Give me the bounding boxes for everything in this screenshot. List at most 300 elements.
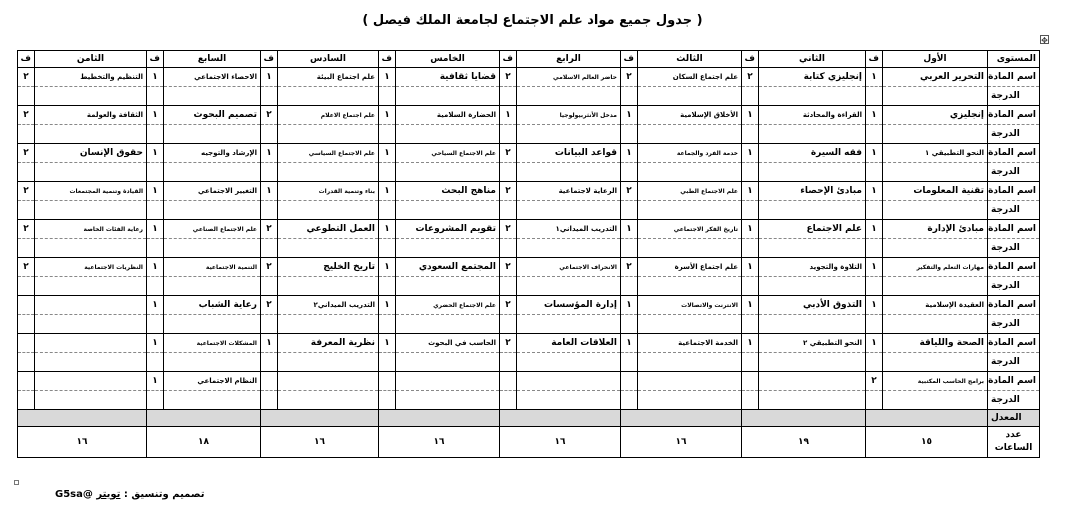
grade-cell [500,125,517,144]
grade-cell [35,315,147,334]
semester-cell: ١ [866,258,883,277]
grade-cell [278,277,379,296]
course-name-cell: العمل التطوعي [278,220,379,239]
row-label-grade: الدرجة [988,391,1040,410]
course-name-cell: حاضر العالم الاسلامي [517,68,621,87]
course-name-cell: حقوق الإنسان [35,144,147,163]
semester-cell: ١ [379,296,396,315]
semester-cell: ١ [147,144,164,163]
grade-cell [379,277,396,296]
grade-cell [883,315,988,334]
semester-cell: ١ [621,144,638,163]
level-column-header: الثالث [638,51,742,68]
grade-cell [261,277,278,296]
semester-cell: ٢ [866,372,883,391]
grade-cell [621,163,638,182]
grade-cell [621,239,638,258]
semester-cell: ١ [147,182,164,201]
semester-cell: ٢ [261,220,278,239]
grade-cell [759,315,866,334]
semester-cell: ١ [866,68,883,87]
course-name-cell [35,334,147,353]
semester-cell [18,334,35,353]
grade-cell [759,239,866,258]
row-label-grade: الدرجة [988,87,1040,106]
grade-row [18,87,1040,106]
semester-cell: ١ [147,258,164,277]
gpa-cell [18,410,147,427]
level-column-header: السابع [164,51,261,68]
grade-cell [883,87,988,106]
course-name-cell: علم الاجتماع الطبي [638,182,742,201]
course-name-cell: المجتمع السعودي [396,258,500,277]
grade-cell [261,125,278,144]
course-name-cell: النظام الاجتماعي [164,372,261,391]
course-name-cell: النحو التطبيقي ١ [883,144,988,163]
grade-cell [866,277,883,296]
grade-cell [18,239,35,258]
grade-cell [261,391,278,410]
hours-total-cell: ١٦ [18,427,147,458]
semester-cell [379,372,396,391]
course-name-cell: علم الاجتماع الحضري [396,296,500,315]
grade-cell [621,201,638,220]
course-name-cell: الإرشاد والتوجيه [164,144,261,163]
semester-cell: ١ [742,144,759,163]
grade-cell [379,125,396,144]
grade-cell [638,239,742,258]
course-name-cell: العقيدة الإسلامية [883,296,988,315]
semester-cell: ٢ [18,258,35,277]
grade-cell [261,201,278,220]
course-name-cell: علم الاجتماع الصناعي [164,220,261,239]
course-name-cell: التدريب الميداني٢ [278,296,379,315]
course-name-cell: إدارة المؤسسات [517,296,621,315]
semester-cell: ٢ [500,296,517,315]
grade-cell [396,163,500,182]
semester-cell: ١ [621,106,638,125]
grade-cell [278,353,379,372]
level-column-header: الثاني [759,51,866,68]
grade-cell [164,315,261,334]
course-name-cell: الاحصاء الاجتماعي [164,68,261,87]
course-name-cell: رعاية الشباب [164,296,261,315]
grade-cell [621,391,638,410]
grade-cell [35,125,147,144]
credit-handle: @G5sa [55,489,93,500]
course-name-row [18,144,1040,163]
grade-cell [866,201,883,220]
grade-cell [164,201,261,220]
course-name-cell: تاريخ الخليج [278,258,379,277]
semester-header: ف [379,51,396,68]
semester-header: ف [742,51,759,68]
semester-cell: ١ [742,106,759,125]
row-label-course-name: اسم المادة [988,220,1040,239]
grade-cell [379,239,396,258]
level-header: المستوى [988,51,1040,68]
semester-header: ف [147,51,164,68]
grade-cell [883,125,988,144]
grade-cell [147,87,164,106]
course-name-row [18,68,1040,87]
grade-cell [147,315,164,334]
grade-row [18,277,1040,296]
grade-cell [638,201,742,220]
semester-cell: ٢ [500,68,517,87]
grade-cell [278,125,379,144]
grade-cell [759,163,866,182]
semester-cell: ٢ [742,68,759,87]
grade-cell [35,353,147,372]
semester-cell: ١ [742,220,759,239]
course-name-cell: النحو التطبيقي ٢ [759,334,866,353]
grade-cell [164,239,261,258]
grade-cell [621,315,638,334]
semester-cell: ١ [147,106,164,125]
grade-cell [500,163,517,182]
semester-header: ف [621,51,638,68]
grade-cell [759,201,866,220]
grade-cell [759,87,866,106]
semester-cell: ٢ [500,258,517,277]
course-name-cell: التحرير العربي [883,68,988,87]
row-label-grade: الدرجة [988,201,1040,220]
grade-cell [396,391,500,410]
semester-cell [261,372,278,391]
course-name-cell: الانحراف الاجتماعي [517,258,621,277]
grade-cell [18,277,35,296]
grade-cell [35,277,147,296]
grade-cell [742,391,759,410]
course-name-cell: التدريب الميداني١ [517,220,621,239]
grade-cell [18,201,35,220]
row-label-grade: الدرجة [988,277,1040,296]
grade-cell [517,315,621,334]
course-name-cell: مبادئ الإدارة [883,220,988,239]
courses-table [17,50,1040,458]
grade-cell [396,353,500,372]
course-name-cell: التنمية الاجتماعية [164,258,261,277]
course-name-cell: القراءة والمحادثة [759,106,866,125]
course-name-row [18,334,1040,353]
grade-cell [147,391,164,410]
gpa-cell [500,410,621,427]
course-name-cell: مهارات التعلم والتفكير [883,258,988,277]
row-label-course-name: اسم المادة [988,106,1040,125]
grade-cell [379,391,396,410]
semester-cell: ٢ [621,182,638,201]
grade-cell [278,201,379,220]
grade-cell [147,239,164,258]
header-row [18,51,1040,68]
grade-cell [278,391,379,410]
course-name-row [18,258,1040,277]
grade-row [18,353,1040,372]
course-name-cell [517,372,621,391]
row-label-course-name: اسم المادة [988,296,1040,315]
grade-cell [379,87,396,106]
grade-cell [396,315,500,334]
semester-cell: ١ [379,106,396,125]
semester-cell: ١ [147,334,164,353]
grade-row [18,239,1040,258]
course-name-cell: رعاية الفئات الخاصة [35,220,147,239]
grade-cell [517,87,621,106]
grade-cell [261,163,278,182]
level-column-header: الأول [883,51,988,68]
course-name-row [18,106,1040,125]
course-name-cell: بناء وتنمية القدرات [278,182,379,201]
semester-cell: ١ [261,182,278,201]
grade-cell [18,87,35,106]
grade-cell [742,277,759,296]
grade-cell [261,315,278,334]
course-name-cell: علم الاجتماع السياحي [396,144,500,163]
course-name-cell: القيادة وتنمية المجتمعات [35,182,147,201]
grade-cell [396,201,500,220]
course-name-cell: النظريات الاجتماعية [35,258,147,277]
course-name-cell: العلاقات العامة [517,334,621,353]
semester-cell [18,296,35,315]
grade-cell [261,87,278,106]
course-name-cell: الثقافة والعولمة [35,106,147,125]
grade-cell [278,163,379,182]
course-name-cell: تصميم البحوث [164,106,261,125]
grade-cell [638,163,742,182]
course-name-cell: نظرية المعرفة [278,334,379,353]
semester-header: ف [500,51,517,68]
semester-cell: ٢ [18,220,35,239]
grade-cell [35,87,147,106]
row-label-grade: الدرجة [988,125,1040,144]
course-name-cell: مناهج البحث [396,182,500,201]
gpa-cell [147,410,261,427]
gpa-row [18,410,1040,427]
grade-cell [35,201,147,220]
course-name-cell: فقه السيرة [759,144,866,163]
row-label-grade: الدرجة [988,239,1040,258]
course-name-cell: قضايا ثقافية [396,68,500,87]
grade-cell [638,353,742,372]
gpa-cell [261,410,379,427]
grade-cell [742,239,759,258]
semester-cell: ٢ [18,68,35,87]
semester-cell: ١ [379,144,396,163]
grade-cell [517,125,621,144]
semester-cell: ١ [866,144,883,163]
grade-row [18,201,1040,220]
gpa-cell [742,410,866,427]
grade-cell [638,315,742,334]
course-name-cell: مبادئ الإحصاء [759,182,866,201]
row-label-hours: عدد الساعات [988,427,1040,458]
credit-label: تصميم وتنسيق [131,489,205,500]
grade-cell [638,277,742,296]
course-name-cell [759,372,866,391]
grade-cell [147,277,164,296]
credit-account: تويتر [96,489,121,500]
semester-cell: ١ [147,372,164,391]
level-column-header: السادس [278,51,379,68]
row-label-course-name: اسم المادة [988,372,1040,391]
grade-cell [517,277,621,296]
course-name-cell [278,372,379,391]
grade-cell [742,87,759,106]
semester-header: ف [261,51,278,68]
grade-cell [379,353,396,372]
semester-cell: ٢ [18,144,35,163]
grade-cell [638,125,742,144]
grade-cell [866,163,883,182]
semester-cell: ١ [621,296,638,315]
hours-total-cell: ١٦ [621,427,742,458]
grade-cell [866,315,883,334]
grade-cell [35,391,147,410]
grade-cell [18,391,35,410]
course-name-cell: إنجليزي [883,106,988,125]
grade-cell [517,163,621,182]
semester-cell: ١ [379,334,396,353]
grade-cell [638,87,742,106]
grade-cell [742,315,759,334]
grade-cell [742,353,759,372]
course-name-cell: إنجليزي كتابة [759,68,866,87]
grade-cell [396,277,500,296]
grade-cell [18,353,35,372]
grade-cell [35,163,147,182]
course-name-cell: علم اجتماع الأسرة [638,258,742,277]
course-name-cell: الانترنت والاتصالات [638,296,742,315]
semester-cell: ١ [742,258,759,277]
course-name-cell [396,372,500,391]
grade-cell [500,353,517,372]
grade-cell [261,239,278,258]
course-name-cell: الأخلاق الإسلامية [638,106,742,125]
course-name-cell: تقنية المعلومات [883,182,988,201]
semester-cell: ١ [261,334,278,353]
grade-cell [164,353,261,372]
course-name-row [18,220,1040,239]
course-name-cell: علم الاجتماع [759,220,866,239]
course-name-cell: الخدمة الاجتماعية [638,334,742,353]
semester-cell: ٢ [261,106,278,125]
semester-cell [18,372,35,391]
course-name-row [18,182,1040,201]
semester-cell: ١ [866,296,883,315]
grade-cell [379,163,396,182]
semester-cell: ١ [866,182,883,201]
grade-cell [396,87,500,106]
semester-cell: ١ [742,296,759,315]
grade-cell [147,201,164,220]
grade-cell [866,353,883,372]
row-label-grade: الدرجة [988,315,1040,334]
course-name-cell: المشكلات الاجتماعية [164,334,261,353]
document-title: ( جدول جميع مواد علم الاجتماع لجامعة الملك فيصل ) [362,13,703,28]
semester-cell: ١ [742,334,759,353]
row-label-course-name: اسم المادة [988,334,1040,353]
level-column-header: الثامن [35,51,147,68]
hours-total-cell: ١٩ [742,427,866,458]
semester-cell: ٢ [500,220,517,239]
semester-cell: ٢ [18,106,35,125]
course-name-cell: التنظيم والتخطيط [35,68,147,87]
semester-cell: ١ [621,220,638,239]
grade-cell [621,87,638,106]
semester-cell: ١ [500,106,517,125]
semester-cell: ١ [621,334,638,353]
grade-cell [759,125,866,144]
table-move-handle-icon[interactable]: ✥ [1041,36,1048,45]
course-name-cell: علم اجتماع السكان [638,68,742,87]
semester-cell [500,372,517,391]
grade-cell [500,315,517,334]
semester-cell: ٢ [261,258,278,277]
grade-cell [500,391,517,410]
grade-cell [883,277,988,296]
hours-total-cell: ١٨ [147,427,261,458]
grade-row [18,163,1040,182]
semester-cell: ٢ [500,182,517,201]
grade-cell [866,391,883,410]
grade-cell [517,391,621,410]
grade-cell [742,201,759,220]
grade-cell [147,125,164,144]
design-credit [55,489,204,500]
semester-cell: ١ [379,68,396,87]
semester-cell: ١ [379,258,396,277]
hours-row [18,427,1040,458]
course-name-cell: مدخل الأنثربيولوجيا [517,106,621,125]
semester-header: ف [866,51,883,68]
grade-cell [278,87,379,106]
semester-cell: ٢ [261,296,278,315]
semester-cell: ٢ [500,334,517,353]
hours-total-cell: ١٦ [379,427,500,458]
grade-cell [18,125,35,144]
semester-cell: ١ [379,182,396,201]
row-label-grade: الدرجة [988,353,1040,372]
grade-cell [883,391,988,410]
row-label-course-name: اسم المادة [988,258,1040,277]
grade-cell [379,201,396,220]
grade-cell [759,391,866,410]
course-name-row [18,372,1040,391]
gpa-cell [379,410,500,427]
grade-cell [500,201,517,220]
grade-cell [866,239,883,258]
semester-cell: ٢ [18,182,35,201]
grade-cell [517,239,621,258]
grade-cell [164,163,261,182]
grade-cell [147,163,164,182]
grade-cell [742,163,759,182]
course-name-cell: علم اجتماع الاعلام [278,106,379,125]
grade-cell [500,277,517,296]
semester-cell: ١ [147,68,164,87]
grade-cell [396,125,500,144]
semester-cell: ١ [261,68,278,87]
grade-row [18,125,1040,144]
grade-cell [396,239,500,258]
course-name-cell: قواعد البيانات [517,144,621,163]
semester-cell: ١ [742,182,759,201]
course-name-cell: خدمة الفرد والجماعة [638,144,742,163]
grade-cell [883,163,988,182]
grade-cell [18,163,35,182]
hours-total-cell: ١٥ [866,427,988,458]
